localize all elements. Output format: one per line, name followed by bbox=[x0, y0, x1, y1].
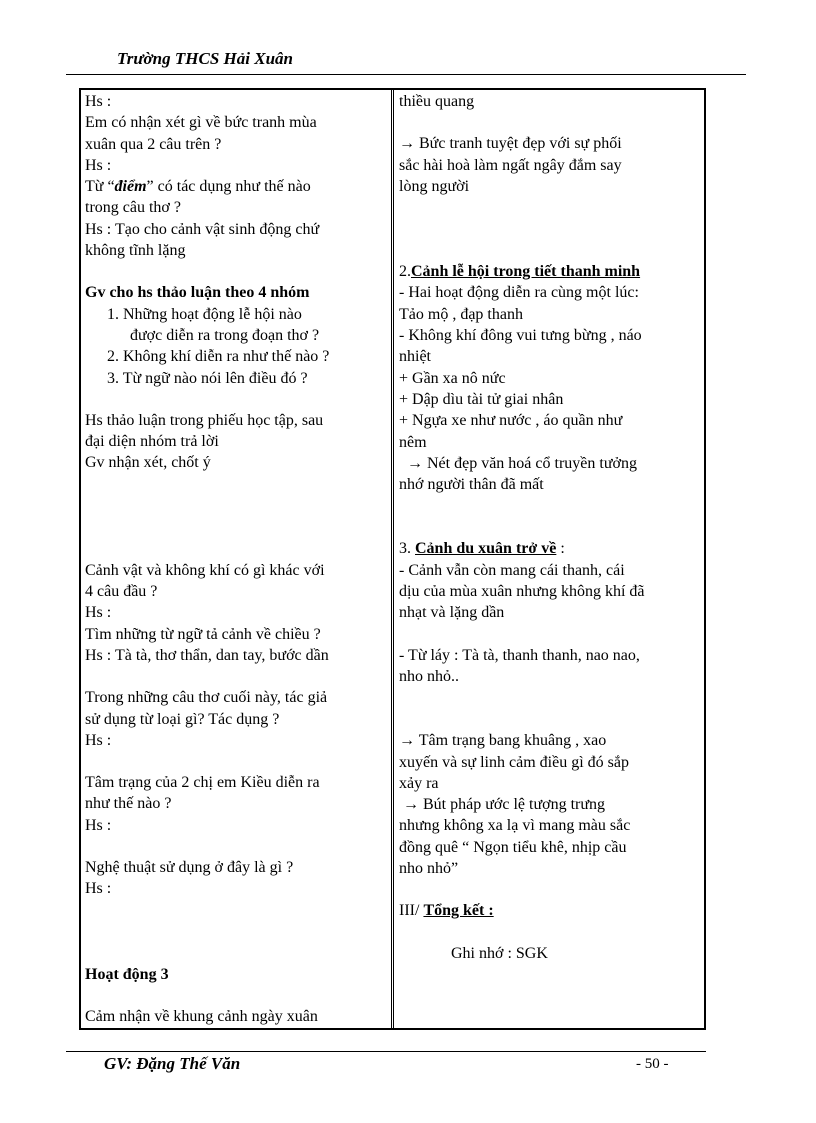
question-line: trong câu thơ ? bbox=[85, 199, 181, 217]
note-line: → Bút pháp ước lệ tượng trưng bbox=[403, 796, 606, 814]
answer-line: không tĩnh lặng bbox=[85, 242, 186, 260]
note-line: thiều quang bbox=[399, 93, 475, 110]
column-divider bbox=[391, 88, 394, 1030]
teacher-conclusion: Gv nhận xét, chốt ý bbox=[85, 454, 211, 472]
question-line: Nghệ thuật sử dụng ở đây là gì ? bbox=[85, 859, 294, 877]
note-line: nêm bbox=[399, 433, 427, 451]
arrow-icon: → bbox=[403, 796, 419, 814]
question-line: Từ “điểm” có tác dụng như thế nào bbox=[85, 178, 311, 196]
section-heading: 2.Cảnh lễ hội trong tiết thanh minh bbox=[399, 263, 641, 281]
note-line: - Không khí đông vui tưng bừng , náo bbox=[399, 327, 642, 345]
student-answer-label: Hs : bbox=[85, 731, 112, 749]
answer-line: Hs : Tà tà, thơ thẩn, dan tay, bước dần bbox=[85, 646, 329, 664]
teacher-student-activities-column bbox=[85, 91, 389, 1027]
question-line: Trong những câu thơ cuối này, tác giả bbox=[85, 689, 328, 707]
student-answer-label: Hs : bbox=[85, 156, 112, 174]
note-line: + Ngựa xe như nước , áo quần như bbox=[399, 412, 623, 430]
note-line: Tảo mộ , đạp thanh bbox=[399, 305, 523, 323]
group-discussion-heading: Gv cho hs thảo luận theo 4 nhóm bbox=[85, 284, 310, 302]
discussion-list-item: 2. Không khí diễn ra như thế nào ? bbox=[107, 348, 330, 366]
section-heading: 3. Cảnh du xuân trở về : bbox=[399, 540, 565, 558]
question-line: Cảnh vật và không khí có gì khác với bbox=[85, 561, 325, 579]
section-heading: III/ Tổng kết : bbox=[399, 902, 494, 920]
note-line: xảy ra bbox=[399, 774, 439, 792]
question-line: 4 câu đầu ? bbox=[85, 583, 158, 601]
note-line: nho nhỏ” bbox=[399, 860, 459, 878]
discussion-list-item: 3. Từ ngữ nào nói lên điều đó ? bbox=[107, 369, 308, 387]
discussion-note: đại diện nhóm trả lời bbox=[85, 433, 219, 451]
note-line: → Tâm trạng bang khuâng , xao bbox=[399, 732, 607, 750]
activity-heading: Hoạt động 3 bbox=[85, 965, 169, 983]
page-number: - 50 - bbox=[636, 1056, 669, 1072]
discussion-list-item: 1. Những hoạt động lễ hội nào bbox=[107, 305, 302, 323]
student-answer-label: Hs : bbox=[85, 816, 112, 834]
question-line: Em có nhận xét gì về bức tranh mùa bbox=[85, 114, 317, 132]
discussion-list-item-cont: được diễn ra trong đoạn thơ ? bbox=[130, 326, 320, 344]
note-line: - Từ láy : Tà tà, thanh thanh, nao nao, bbox=[399, 646, 640, 664]
note-line: → Nét đẹp văn hoá cổ truyền tưởng bbox=[407, 454, 637, 472]
content-notes-column bbox=[399, 91, 699, 964]
note-line: nho nhỏ.. bbox=[399, 667, 459, 685]
arrow-icon: → bbox=[407, 454, 423, 472]
student-answer-label: Hs : bbox=[85, 880, 112, 898]
student-answer-label: Hs : bbox=[85, 604, 112, 622]
activity-description: Cảm nhận về khung cảnh ngày xuân bbox=[85, 1007, 318, 1025]
note-line: - Hai hoạt động diễn ra cùng một lúc: bbox=[399, 284, 639, 302]
note-line: lòng người bbox=[399, 177, 470, 195]
note-line: dịu của mùa xuân nhưng không khí đã bbox=[399, 583, 645, 601]
question-line: như thế nào ? bbox=[85, 795, 172, 813]
question-line: Tâm trạng của 2 chị em Kiều diễn ra bbox=[85, 774, 320, 792]
note-line: → Bức tranh tuyệt đẹp với sự phối bbox=[399, 135, 622, 153]
memo-note: Ghi nhớ : SGK bbox=[451, 944, 548, 962]
question-line: sử dụng từ loại gì? Tác dụng ? bbox=[85, 710, 280, 728]
note-line: nhạt và lặng dần bbox=[399, 604, 505, 622]
school-header: Trường THCS Hải Xuân bbox=[117, 49, 293, 68]
note-line: đồng quê “ Ngọn tiểu khê, nhịp cầu bbox=[399, 838, 627, 856]
note-line: + Gần xa nô nức bbox=[399, 369, 506, 387]
student-answer-label: Hs : bbox=[85, 93, 112, 110]
note-line: - Cảnh vẫn còn mang cái thanh, cái bbox=[399, 561, 625, 579]
note-line: sắc hài hoà làm ngất ngây đắm say bbox=[399, 156, 622, 174]
footer-divider bbox=[66, 1051, 706, 1052]
teacher-footer: GV: Đặng Thế Văn bbox=[104, 1054, 241, 1073]
header-divider bbox=[66, 74, 746, 75]
note-line: nhớ người thân đã mất bbox=[399, 476, 544, 494]
note-line: nhiệt bbox=[399, 348, 431, 366]
note-line: + Dập dìu tài tử giai nhân bbox=[399, 390, 564, 408]
note-line: nhưng không xa lạ vì mang màu sắc bbox=[399, 817, 631, 835]
emphasized-word: điểm bbox=[114, 178, 147, 196]
question-line: xuân qua 2 câu trên ? bbox=[85, 135, 222, 153]
question-line: Tìm những từ ngữ tả cảnh về chiều ? bbox=[85, 625, 321, 643]
arrow-icon: → bbox=[399, 135, 415, 153]
answer-line: Hs : Tạo cho cảnh vật sinh động chứ bbox=[85, 220, 320, 238]
discussion-note: Hs thảo luận trong phiếu học tập, sau bbox=[85, 411, 324, 429]
note-line: xuyến và sự linh cảm điều gì đó sắp bbox=[399, 753, 629, 771]
arrow-icon: → bbox=[399, 732, 415, 750]
